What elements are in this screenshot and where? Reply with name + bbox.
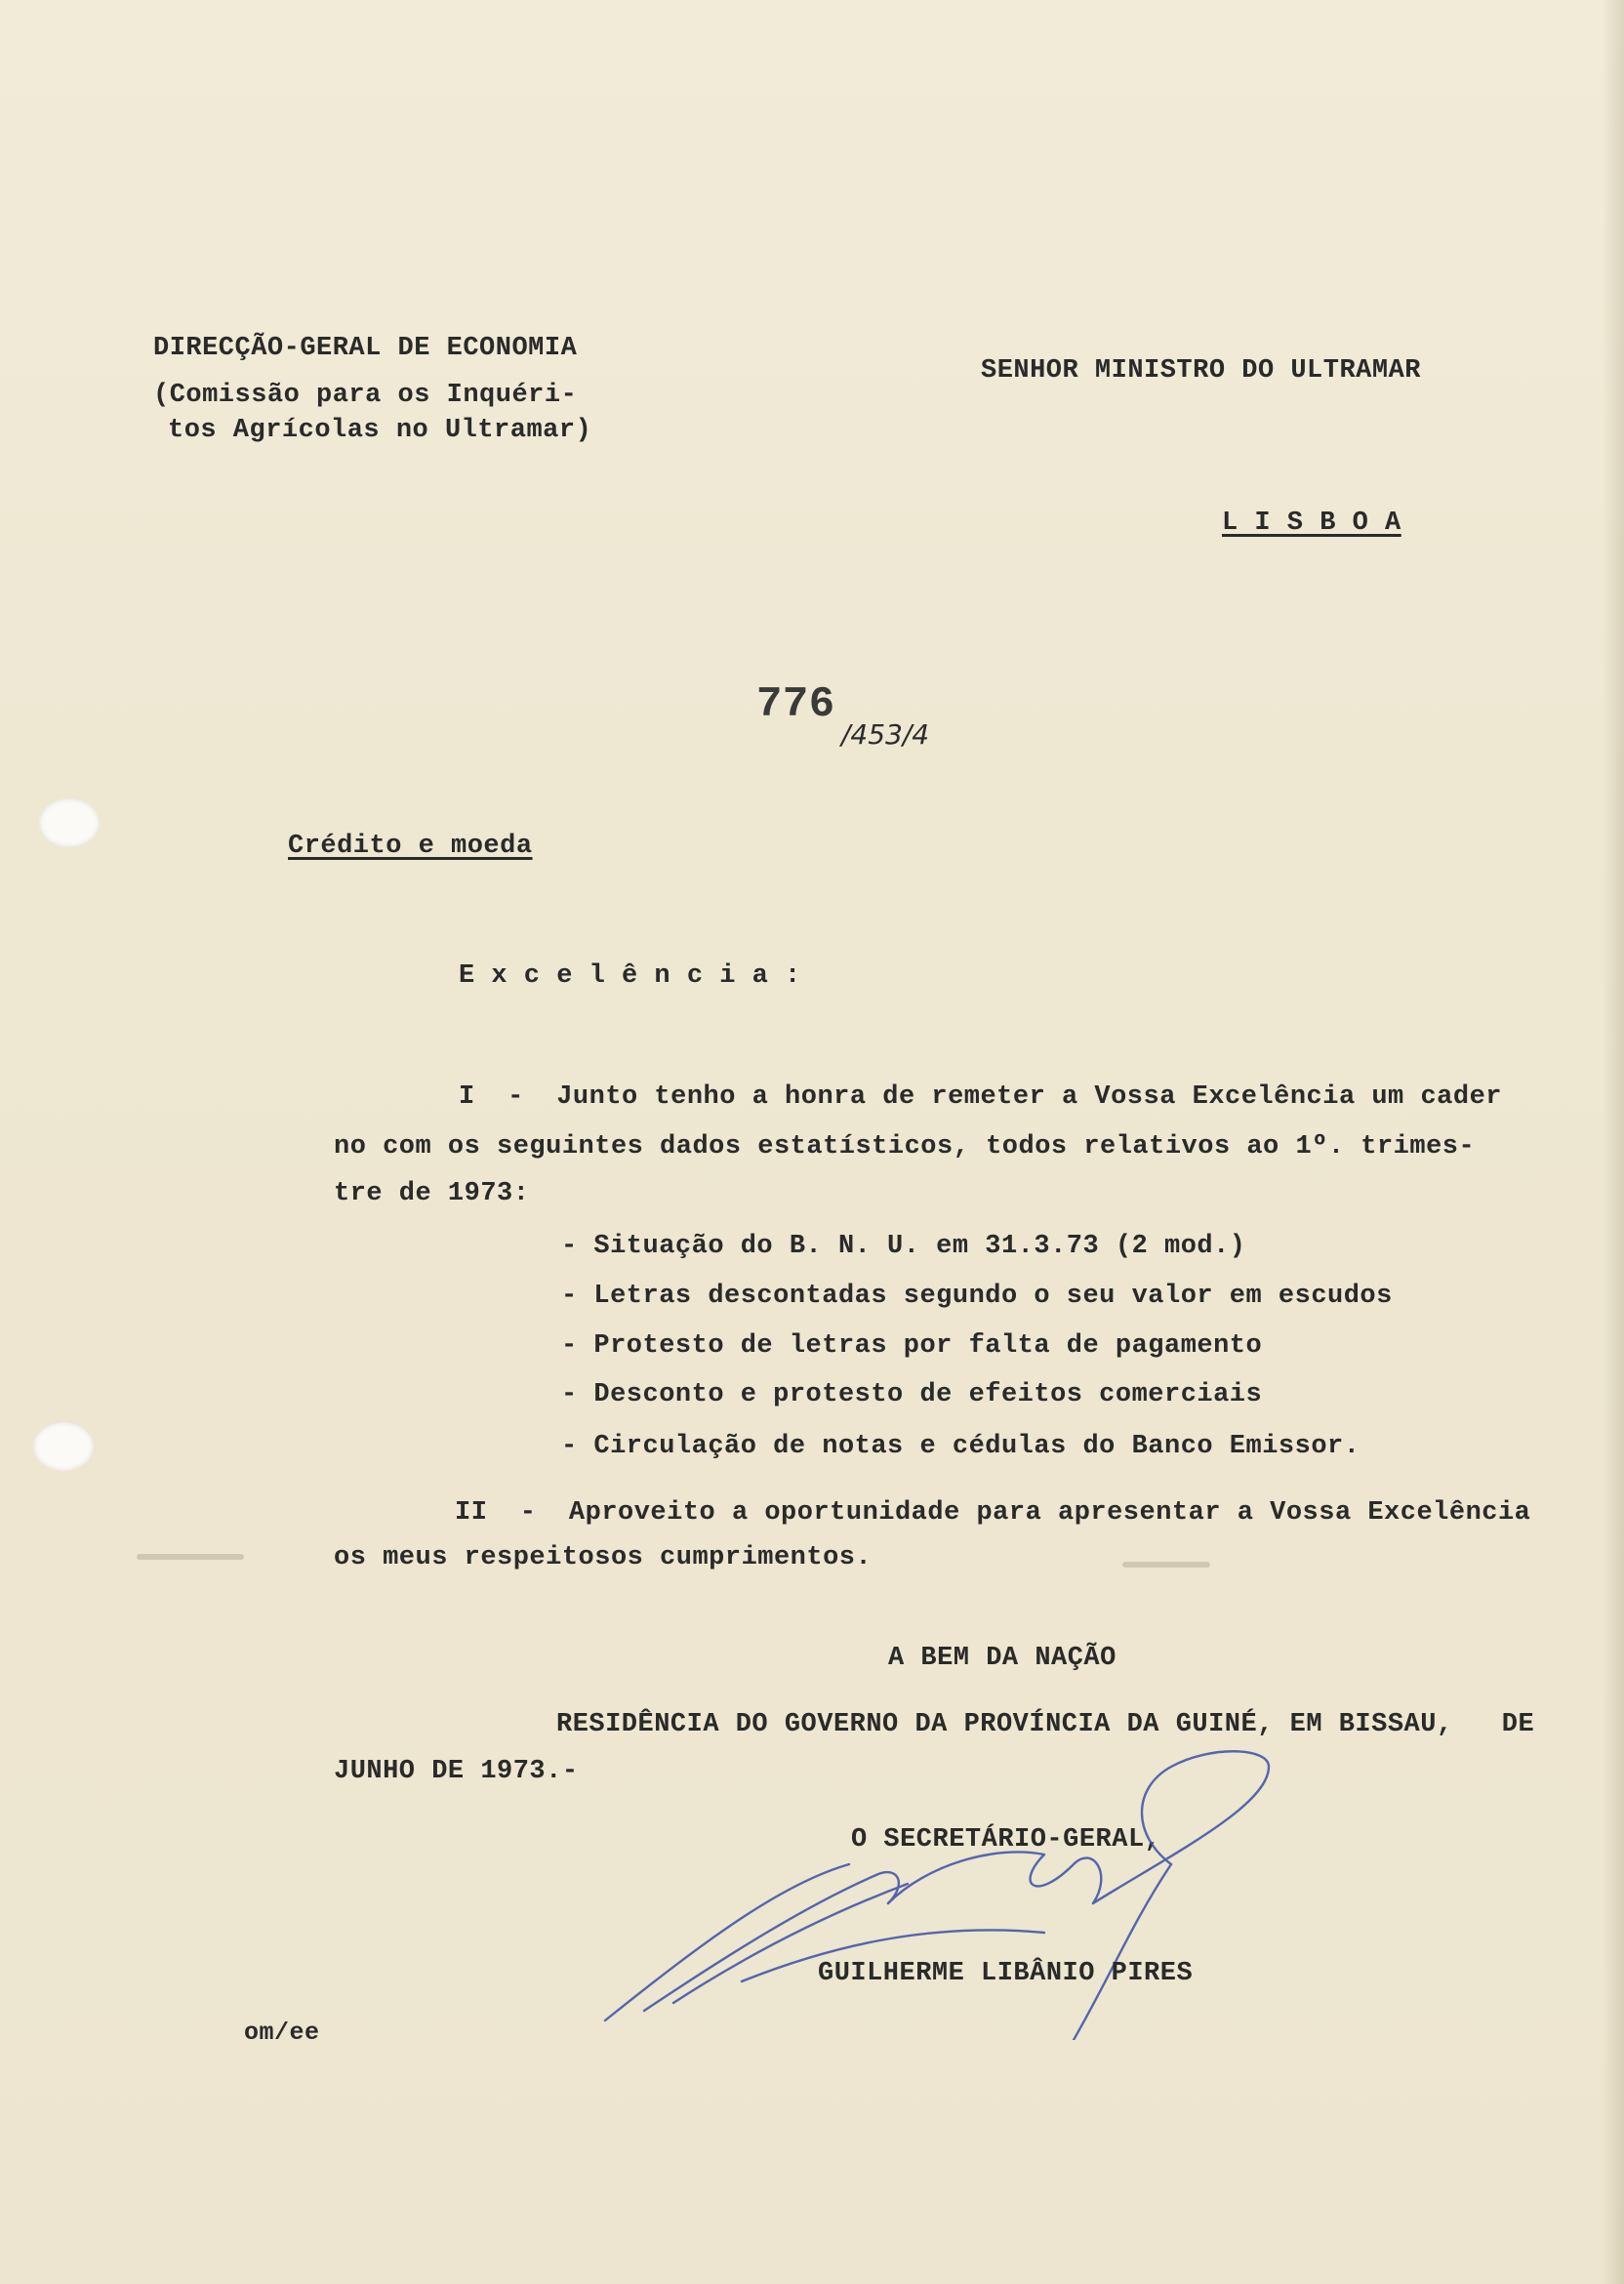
department-line-1: DIRECÇÃO-GERAL DE ECONOMIA bbox=[153, 334, 578, 363]
closing-motto: A BEM DA NAÇÃO bbox=[888, 1644, 1116, 1673]
handwritten-signature-icon bbox=[586, 1747, 1327, 2040]
ink-smudge bbox=[137, 1554, 244, 1560]
handwritten-reference: /453/4 bbox=[841, 718, 930, 751]
closing-place-line-1: RESIDÊNCIA DO GOVERNO DA PROVÍNCIA DA GUINÉ, EM BISSAU, DE bbox=[556, 1710, 1535, 1739]
list-item: - Desconto e protesto de efeitos comerciais bbox=[561, 1380, 1263, 1409]
addressee-city: L I S B O A bbox=[1222, 509, 1401, 538]
list-item: - Circulação de notas e cédulas do Banco Emissor. bbox=[561, 1432, 1360, 1461]
reference-stamp-number: 776 bbox=[756, 680, 835, 729]
paragraph-2-line-1: II - Aproveito a oportunidade para apresentar a Vossa Excelência bbox=[455, 1498, 1531, 1528]
paragraph-2-line-2: os meus respeitosos cumprimentos. bbox=[334, 1543, 873, 1572]
signatory-name: GUILHERME LIBÂNIO PIRES bbox=[818, 1959, 1194, 1988]
subject-line: Crédito e moeda bbox=[288, 832, 533, 861]
ink-smudge bbox=[1122, 1562, 1210, 1568]
addressee: SENHOR MINISTRO DO ULTRAMAR bbox=[981, 356, 1421, 386]
salutation: E x c e l ê n c i a : bbox=[459, 961, 801, 991]
page-edge-shadow bbox=[1603, 0, 1624, 2284]
paragraph-1-line-3: tre de 1973: bbox=[334, 1179, 530, 1208]
department-line-2: (Comissão para os Inquéri- bbox=[153, 381, 578, 410]
list-item: - Letras descontadas segundo o seu valor em escudos bbox=[561, 1282, 1393, 1311]
closing-place-line-2: JUNHO DE 1973.- bbox=[334, 1757, 579, 1786]
typist-initials: om/ee bbox=[244, 2019, 320, 2047]
punch-hole-top bbox=[39, 798, 100, 847]
list-item: - Protesto de letras por falta de pagamento bbox=[561, 1331, 1263, 1361]
paragraph-1-line-1: I - Junto tenho a honra de remeter a Vossa Excelência um cader bbox=[459, 1082, 1502, 1112]
signatory-title: O SECRETÁRIO-GERAL, bbox=[851, 1825, 1161, 1855]
list-item: - Situação do B. N. U. em 31.3.73 (2 mod.) bbox=[561, 1232, 1246, 1261]
department-line-3: tos Agrícolas no Ultramar) bbox=[168, 416, 592, 445]
punch-hole-bottom bbox=[33, 1422, 94, 1471]
paragraph-1-line-2: no com os seguintes dados estatísticos, todos relativos ao 1º. trimes- bbox=[334, 1132, 1476, 1162]
